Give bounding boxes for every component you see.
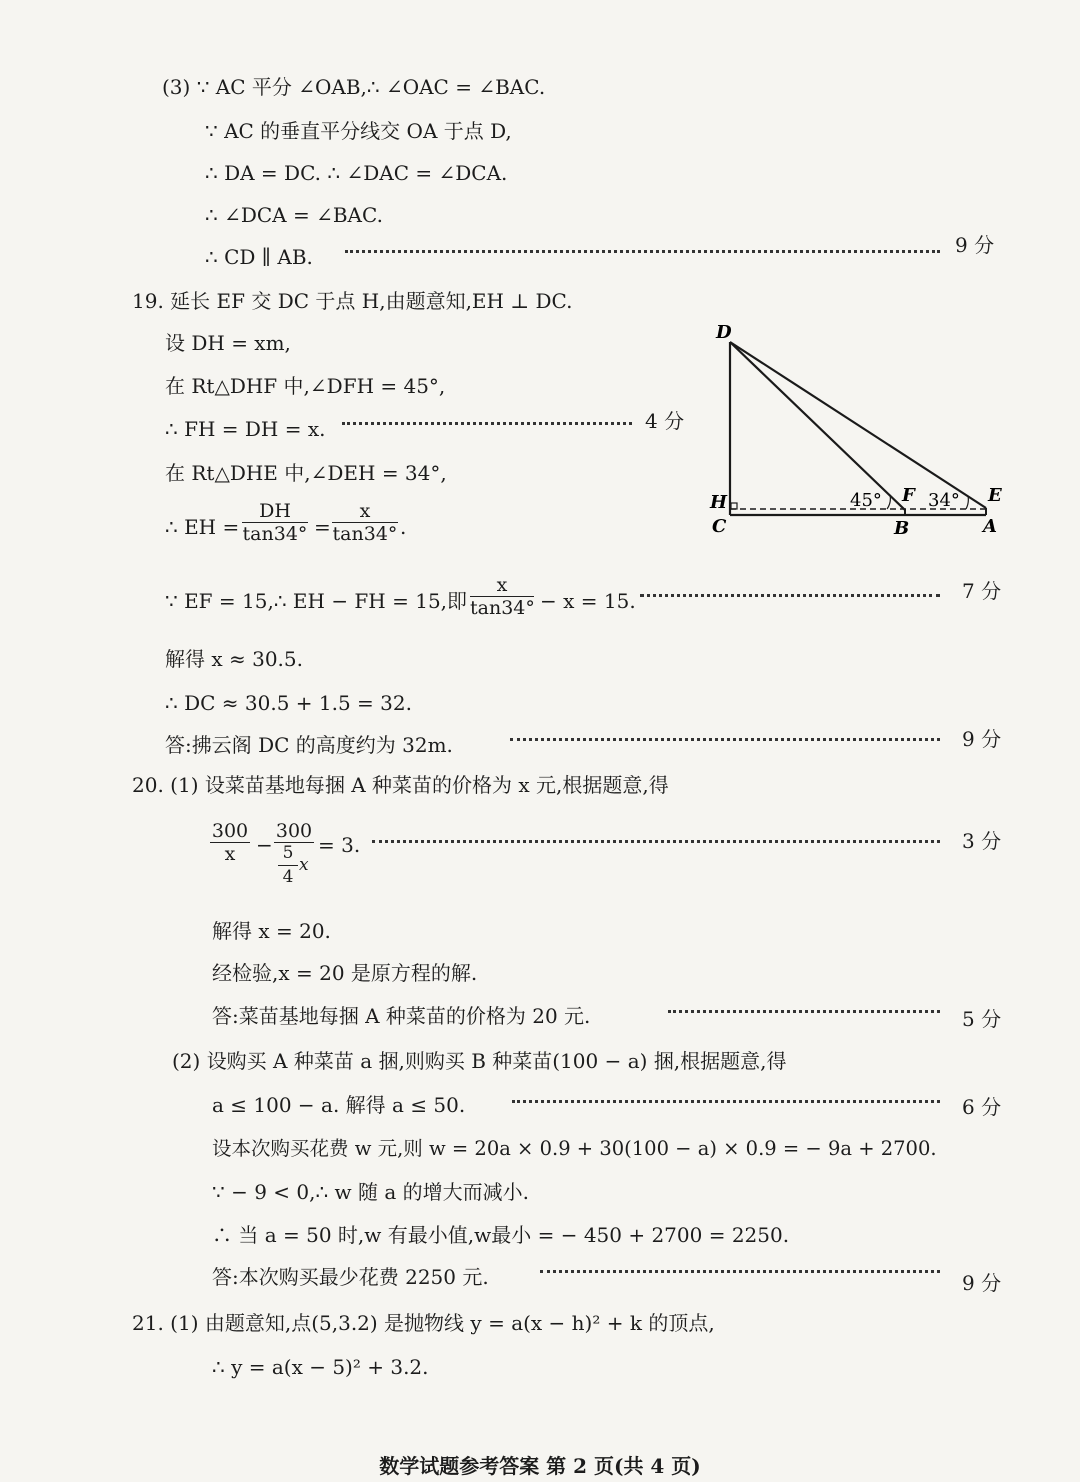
fraction-x-over-tan — [332, 500, 398, 545]
minus-sign: − — [256, 833, 273, 857]
angle-arc-34 — [966, 496, 968, 509]
q19-line-4: ∴ FH = DH = x. — [165, 417, 326, 441]
period: . — [400, 515, 407, 539]
score-q18: 9 分 — [955, 233, 995, 257]
fraction-numerator: x — [359, 500, 371, 522]
angle-arc-45 — [887, 495, 890, 509]
q19-line-7a: ∵ EF = 15,∴ EH − FH = 15,即 — [165, 589, 468, 613]
score-q20-b: 5 分 — [962, 1007, 1002, 1031]
fraction-denominator: tan34° — [470, 597, 535, 619]
score-q19-a: 4 分 — [645, 409, 685, 433]
q18-line-4: ∴ ∠DCA = ∠BAC. — [205, 203, 383, 227]
label-b: B — [894, 518, 910, 539]
nested-fraction-bar — [278, 865, 298, 866]
fraction-denominator: x — [224, 843, 236, 865]
q21-line-1: 21. (1) 由题意知,点(5,3.2) 是抛物线 y = a(x − h)² + k 的顶点, — [132, 1311, 715, 1335]
fraction-denominator: tan34° — [332, 523, 398, 545]
equals-three: = 3. — [318, 833, 361, 857]
q19-line-9: ∴ DC ≈ 30.5 + 1.5 = 32. — [165, 691, 412, 715]
nested-fraction — [274, 843, 314, 889]
score-q19-b: 7 分 — [962, 579, 1002, 603]
q20-line-9: ∴ 当 a = 50 时,w 有最小值,w最小 = − 450 + 2700 = 2250. — [212, 1223, 790, 1247]
leader-dots — [540, 1270, 940, 1273]
leader-dots — [345, 250, 940, 253]
nested-denominator: 4 — [282, 867, 294, 887]
label-angle-45: 45° — [850, 490, 882, 511]
fraction-denominator: tan34° — [242, 523, 308, 545]
label-e: E — [988, 485, 1002, 506]
q20-line-3: 经检验,x = 20 是原方程的解. — [212, 961, 478, 985]
leader-dots — [342, 422, 632, 425]
q19-line-6: ∴ EH = — [165, 515, 240, 539]
leader-dots — [512, 1100, 940, 1103]
q19-line-7b: − x = 15. — [540, 589, 636, 613]
q20-line-5: (2) 设购买 A 种菜苗 a 捆,则购买 B 种菜苗(100 − a) 捆,根据题意,得 — [172, 1049, 787, 1073]
q20-line-4: 答:菜苗基地每捆 A 种菜苗的价格为 20 元. — [212, 1004, 591, 1028]
q19-line-3: 在 Rt△DHF 中,∠DFH = 45°, — [165, 374, 446, 398]
q19-line-8: 解得 x ≈ 30.5. — [165, 647, 303, 671]
line-de — [730, 342, 986, 508]
q20-line-10: 答:本次购买最少花费 2250 元. — [212, 1265, 489, 1289]
variable-x: x — [299, 855, 309, 875]
score-q19-c: 9 分 — [962, 727, 1002, 751]
fraction-numerator: x — [496, 574, 508, 596]
q18-line-5: ∴ CD ∥ AB. — [205, 245, 313, 269]
fraction-x-over-tan — [470, 574, 534, 619]
equals-sign: = — [314, 515, 331, 539]
leader-dots — [372, 840, 940, 843]
nested-numerator: 5 — [282, 843, 294, 863]
triangle-figure — [700, 318, 1010, 543]
q19-line-10: 答:拂云阁 DC 的高度约为 32m. — [165, 733, 453, 757]
fraction-numerator: 300 — [211, 820, 249, 842]
q19-line-1: 19. 延长 EF 交 DC 于点 H,由题意知,EH ⊥ DC. — [132, 289, 573, 313]
label-f: F — [902, 485, 915, 506]
leader-dots — [668, 1010, 940, 1013]
label-c: C — [712, 516, 727, 537]
fraction-dh-over-tan — [242, 500, 308, 545]
label-d: D — [716, 322, 732, 343]
score-q20-a: 3 分 — [962, 829, 1002, 853]
label-a: A — [983, 516, 997, 537]
fraction-300-over-5-4x — [274, 820, 314, 889]
fraction-300-over-x — [210, 820, 250, 865]
q20-line-6: a ≤ 100 − a. 解得 a ≤ 50. — [212, 1093, 466, 1117]
q18-line-1: (3) ∵ AC 平分 ∠OAB,∴ ∠OAC = ∠BAC. — [162, 75, 546, 99]
q19-line-5: 在 Rt△DHE 中,∠DEH = 34°, — [165, 461, 447, 485]
q19-line-2: 设 DH = xm, — [165, 331, 291, 355]
q18-line-2: ∵ AC 的垂直平分线交 OA 于点 D, — [205, 119, 512, 143]
right-angle-mark — [731, 503, 737, 509]
q21-line-2: ∴ y = a(x − 5)² + 3.2. — [212, 1355, 429, 1379]
q20-line-2: 解得 x = 20. — [212, 919, 331, 943]
label-h: H — [710, 492, 728, 513]
fraction-numerator: DH — [259, 500, 291, 522]
leader-dots — [640, 594, 940, 597]
fraction-numerator: 300 — [275, 820, 313, 842]
q18-line-3: ∴ DA = DC. ∴ ∠DAC = ∠DCA. — [205, 161, 508, 185]
score-q20-d: 9 分 — [962, 1271, 1002, 1295]
leader-dots — [510, 738, 940, 741]
page-footer: 数学试题参考答案 第 2 页(共 4 页) — [379, 1454, 701, 1478]
q20-line-8: ∵ − 9 < 0,∴ w 随 a 的增大而减小. — [212, 1180, 530, 1204]
label-angle-34: 34° — [928, 490, 960, 511]
score-q20-c: 6 分 — [962, 1095, 1002, 1119]
line-df — [730, 342, 905, 510]
q20-line-1: 20. (1) 设菜苗基地每捆 A 种菜苗的价格为 x 元,根据题意,得 — [132, 773, 669, 797]
q20-line-7: 设本次购买花费 w 元,则 w = 20a × 0.9 + 30(100 − a) × 0.9 = − 9a + 2700. — [212, 1137, 937, 1160]
